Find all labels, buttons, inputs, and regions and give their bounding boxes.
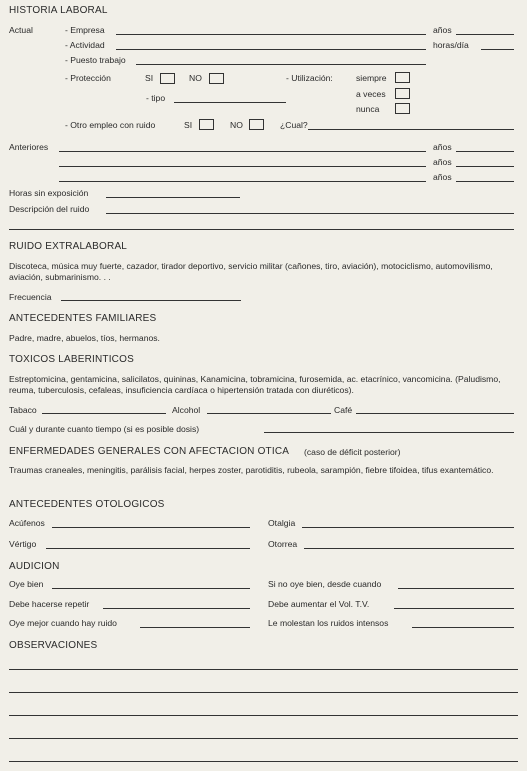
label-otro-si: SI: [184, 120, 193, 130]
label-proteccion-no: NO: [189, 73, 202, 83]
molestan-ruidos-field[interactable]: [412, 627, 514, 628]
section-title-antecedentes-otologicos: ANTECEDENTES OTOLOGICOS: [9, 499, 165, 510]
label-tabaco: Tabaco: [9, 405, 37, 415]
horas-dia-field[interactable]: [481, 49, 514, 50]
descripcion-ruido-field-1[interactable]: [106, 213, 514, 214]
proteccion-si-checkbox[interactable]: [160, 73, 175, 84]
anos-ant-1-field[interactable]: [456, 151, 514, 152]
label-a-veces: a veces: [356, 89, 386, 99]
label-actividad: - Actividad: [65, 40, 105, 50]
section-title-antecedentes-familiares: ANTECEDENTES FAMILIARES: [9, 313, 157, 324]
label-anos-ant-1: años: [433, 142, 452, 152]
otro-empleo-si-checkbox[interactable]: [199, 119, 214, 130]
anteriores-field-3[interactable]: [59, 181, 426, 182]
observaciones-line-2[interactable]: [9, 692, 518, 693]
label-nunca: nunca: [356, 104, 380, 114]
cual-field[interactable]: [308, 129, 514, 130]
label-anos-ant-2: años: [433, 157, 452, 167]
frecuencia-field[interactable]: [61, 300, 241, 301]
label-horas-dia: horas/día: [433, 40, 469, 50]
nunca-checkbox[interactable]: [395, 103, 410, 114]
otalgia-field[interactable]: [302, 527, 514, 528]
antecedentes-familiares-text: Padre, madre, abuelos, tíos, hermanos.: [9, 333, 160, 343]
anos-ant-3-field[interactable]: [456, 181, 514, 182]
ruido-extralaboral-text: Discoteca, música muy fuerte, cazador, tirador deportivo, servicio militar (cañones, tiro, aviación), motociclismo, automovilismo, aviación, submarinismo. . .: [9, 261, 493, 282]
label-oye-mejor: Oye mejor cuando hay ruido: [9, 618, 117, 628]
label-proteccion-si: SI: [145, 73, 154, 83]
puesto-trabajo-field[interactable]: [136, 64, 426, 65]
observaciones-line-5[interactable]: [9, 761, 518, 762]
section-title-enfermedades-generales: ENFERMEDADES GENERALES CON AFECTACION OTICA: [9, 446, 290, 457]
anteriores-field-2[interactable]: [59, 166, 426, 167]
label-anos-actual: años: [433, 25, 452, 35]
section-title-historia-laboral: HISTORIA LABORAL: [9, 5, 108, 16]
observaciones-line-4[interactable]: [9, 738, 518, 739]
section-title-ruido-extralaboral: RUIDO EXTRALABORAL: [9, 241, 128, 252]
label-utilizacion: - Utilización:: [286, 73, 333, 83]
label-cual-durante: Cuál y durante cuanto tiempo (si es posible dosis): [9, 424, 200, 434]
label-siempre: siempre: [356, 73, 387, 83]
vertigo-field[interactable]: [46, 548, 250, 549]
alcohol-field[interactable]: [207, 413, 331, 414]
label-vertigo: Vértigo: [9, 539, 37, 549]
a-veces-checkbox[interactable]: [395, 88, 410, 99]
empresa-field[interactable]: [116, 34, 426, 35]
label-molestan-ruidos: Le molestan los ruidos intensos: [268, 618, 389, 628]
label-otorrea: Otorrea: [268, 539, 298, 549]
oye-bien-field[interactable]: [52, 588, 250, 589]
label-aumentar-volumen: Debe aumentar el Vol. T.V.: [268, 599, 370, 609]
label-actual: Actual: [9, 25, 33, 35]
actividad-field[interactable]: [116, 49, 426, 50]
label-puesto-trabajo: - Puesto trabajo: [65, 55, 126, 65]
otro-empleo-no-checkbox[interactable]: [249, 119, 264, 130]
label-cual: ¿Cual?: [280, 120, 308, 130]
label-proteccion: - Protección: [65, 73, 111, 83]
tipo-field[interactable]: [174, 102, 286, 103]
label-tipo: - tipo: [146, 93, 166, 103]
toxicos-text: Estreptomicina, gentamicina, salicilatos, quininas, Kanamicina, tobramicina, furosemida, ac. etacrínico, vancomicina. (Paludismo, reuma, tuberculosis, cefaleas, insuficiencia cardíaca o hipertensión tratada con diuréticos).: [9, 374, 501, 395]
cual-durante-field[interactable]: [264, 432, 514, 433]
descripcion-ruido-field-2[interactable]: [9, 229, 514, 230]
label-anteriores: Anteriores: [9, 142, 49, 152]
proteccion-no-checkbox[interactable]: [209, 73, 224, 84]
enfermedades-subtitle: (caso de déficit posterior): [304, 447, 401, 457]
acufenos-field[interactable]: [52, 527, 250, 528]
label-otalgia: Otalgia: [268, 518, 296, 528]
enfermedades-text: Traumas craneales, meningitis, parálisis facial, herpes zoster, parotiditis, rubeola, sarampión, fiebre tifoidea, tifus exantemático.: [9, 465, 494, 475]
tabaco-field[interactable]: [42, 413, 166, 414]
label-otro-empleo: - Otro empleo con ruido: [65, 120, 156, 130]
label-horas-sin-exposicion: Horas sin exposición: [9, 188, 89, 198]
label-alcohol: Alcohol: [172, 405, 201, 415]
si-no-oye-field[interactable]: [398, 588, 514, 589]
label-cafe: Café: [334, 405, 353, 415]
cafe-field[interactable]: [356, 413, 514, 414]
oye-mejor-field[interactable]: [140, 627, 250, 628]
label-oye-bien: Oye bien: [9, 579, 44, 589]
label-otro-no: NO: [230, 120, 243, 130]
label-anos-ant-3: años: [433, 172, 452, 182]
section-title-audicion: AUDICION: [9, 561, 60, 572]
label-si-no-oye: Si no oye bien, desde cuando: [268, 579, 382, 589]
siempre-checkbox[interactable]: [395, 72, 410, 83]
anos-ant-2-field[interactable]: [456, 166, 514, 167]
label-acufenos: Acúfenos: [9, 518, 45, 528]
aumentar-volumen-field[interactable]: [394, 608, 514, 609]
observaciones-line-3[interactable]: [9, 715, 518, 716]
label-repetir: Debe hacerse repetir: [9, 599, 90, 609]
section-title-toxicos-laberinticos: TOXICOS LABERINTICOS: [9, 354, 134, 365]
section-title-observaciones: OBSERVACIONES: [9, 640, 98, 651]
observaciones-line-1[interactable]: [9, 669, 518, 670]
anos-actual-field[interactable]: [456, 34, 514, 35]
horas-sin-exposicion-field[interactable]: [106, 197, 240, 198]
anteriores-field-1[interactable]: [59, 151, 426, 152]
label-empresa: - Empresa: [65, 25, 105, 35]
otorrea-field[interactable]: [304, 548, 514, 549]
label-descripcion-ruido: Descripción del ruido: [9, 204, 90, 214]
label-frecuencia: Frecuencia: [9, 292, 52, 302]
repetir-field[interactable]: [103, 608, 250, 609]
